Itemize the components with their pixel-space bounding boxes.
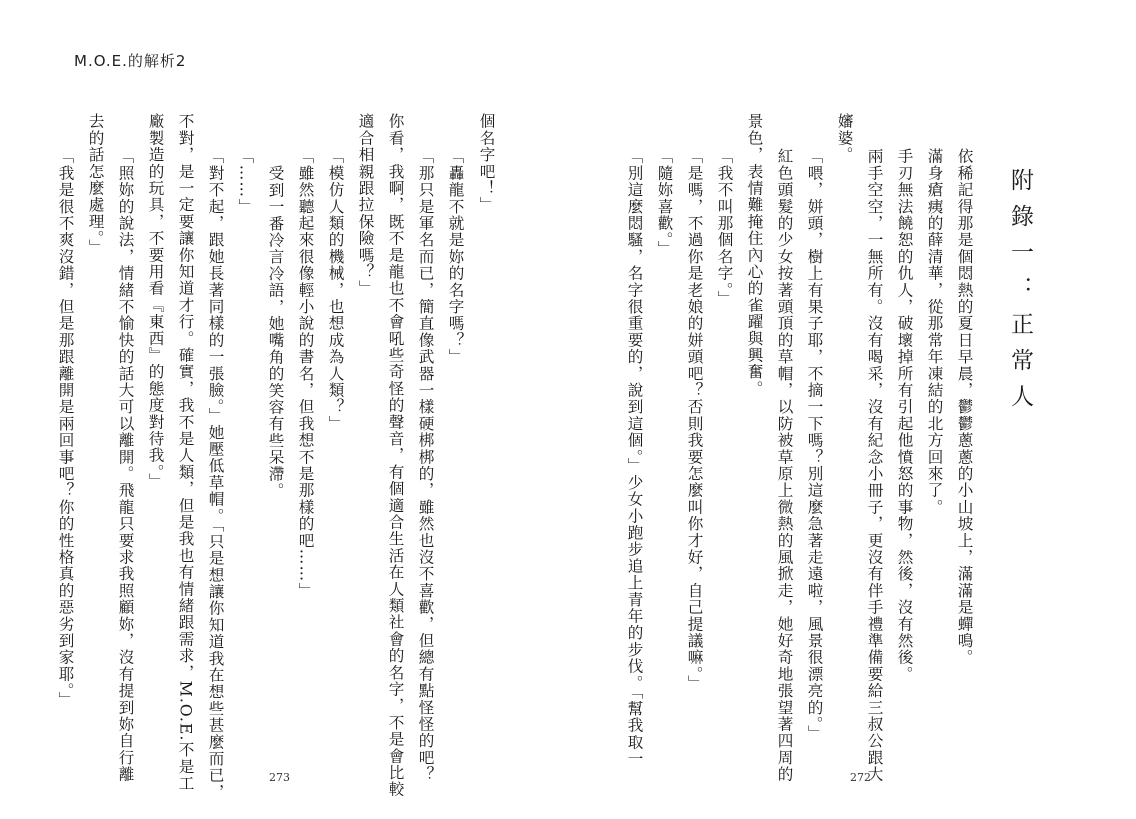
text-line: 個名字吧！」 [477,113,496,214]
text-line: 依稀記得那是個悶熱的夏日早晨，鬱鬱蔥蔥的小山坡上，滿滿是蟬鳴。 [955,148,974,666]
page-number: 272 [850,771,871,784]
right-page [568,0,1136,819]
text-line: 去的話怎麼處理。」 [86,113,105,256]
text-line: 「是嗎，不過你是老娘的姘頭吧？否則我要怎麼叫你才好，自己提議嘛。」 [685,148,704,692]
text-line: 紅色頭髮的少女按著頭頂的草帽，以防被草原上微熱的風掀走，她好奇地張望著四周的 [775,148,794,783]
text-line: 手刃無法饒恕的仇人，破壞掉所有引起他憤怒的事物，然後，沒有然後。 [895,148,914,683]
text-line: 「我不叫那個名字。」 [715,148,734,308]
chapter-title: 附錄一：正常人 [1007,168,1033,420]
text-line: 「隨妳喜歡。」 [655,148,674,258]
page-number: 273 [269,771,290,784]
text-line: 不對，是一定要讓你知道才行。確實，我不是人類，但是我也有情緒跟需求，M.O.E.不是工 [176,113,195,792]
text-line: 「雖然聽起來很像輕小說的書名，但我想不是那樣的吧……」 [296,148,315,599]
text-line: 廠製造的玩具，不要用看『東西』的態度對待我。」 [146,113,165,490]
text-line: 「模仿人類的機械，也想成為人類？」 [326,148,345,432]
text-line: 嬸婆。 [835,113,854,164]
text-line: 你看，我啊，既不是龍也不會吼些奇怪的聲音，有個適合生活在人類社會的名字，不是會比較 [386,113,405,798]
text-line: 景色，表情難掩住內心的雀躍與興奮。 [745,113,764,397]
text-line: 「那只是軍名而已，簡直像武器一樣硬梆梆的，雖然也沒不喜歡，但總有點怪怪的吧？ [416,148,435,783]
text-line: 「照妳的說法，情緒不愉快的話大可以離開。飛龍只要求我照顧妳，沒有提到妳自行離 [116,148,135,783]
text-line: 「對不起，跟她長著同樣的一張臉。」她壓低草帽。「只是想讓你知道我在想些甚麼而已， [206,148,225,801]
text-line: 「轟龍不就是妳的名字嗎？」 [446,148,465,366]
text-line: 適合相親跟拉保險嗎？」 [356,113,375,297]
text-line: 「……」 [236,148,255,215]
text-line: 「別這麼悶騷，名字很重要的，說到這個。」少女小跑步追上青年的步伐。「幫我取一 [625,148,644,767]
text-line: 「喂，姘頭，樹上有果子耶，不摘一下嗎？別這麼急著走遠啦，風景很漂亮的。」 [805,148,824,742]
running-head: M.O.E.的解析2 [74,52,187,70]
text-line: 兩手空空，一無所有。沒有喝采，沒有紀念小冊子，更沒有伴手禮準備要給三叔公跟大 [865,148,884,783]
text-line: 滿身瘡痍的薛清華，從那常年凍結的北方回來了。 [925,148,944,516]
text-line: 「我是很不爽沒錯，但是那跟離開是兩回事吧？你的性格真的惡劣到家耶。」 [56,148,75,708]
text-line: 受到一番冷言冷語，她嘴角的笑容有些呆滯。 [266,165,285,499]
